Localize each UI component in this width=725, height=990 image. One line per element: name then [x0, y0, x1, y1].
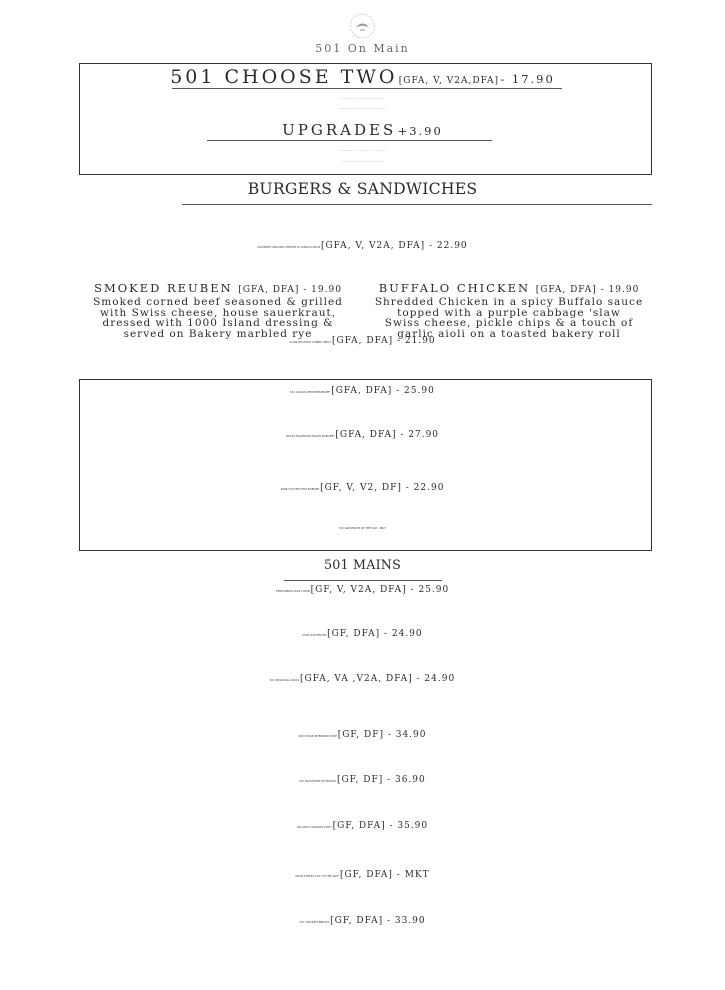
potroast-meta: [GF, DF] - 36.90: [336, 775, 426, 785]
beyond-burger-title: PARK CITY BEYOND BURGER: [280, 488, 320, 491]
grilled-cheese-heading: [0, 241, 725, 251]
salmon-title: ATLANTIC SALMON FILET: [296, 826, 332, 829]
bison-burger-desc-1: [0, 444, 725, 455]
pasta-desc-2: [0, 698, 725, 709]
steak-title: MAIN STREET CUT OF THE DAY*: [295, 875, 340, 878]
bison-burger-title: ROCKY MOUNTAIN BISON BURGER*: [285, 435, 335, 438]
angus-meta: [GFA, DFA] - 25.90: [331, 386, 435, 396]
grilled-cheese-meta: [GFA, V, V2A, DFA] - 22.90: [320, 241, 468, 251]
shepherds-pie-heading: [0, 730, 725, 740]
reuben-desc-2: with Swiss cheese, house sauerkraut,: [99, 306, 337, 319]
beyond-burger-desc-1: [0, 498, 725, 509]
pasta-desc-1: [0, 688, 725, 699]
shepherds-pie-desc-1: [0, 744, 725, 755]
potroast-heading: [0, 775, 725, 785]
choose-two-options-line-2: TOMATO BASIL CUP - NORWEGIAN CHOWDER CUP - VEGAN CHILI CUP: [338, 109, 387, 110]
grilled-cheese-title: GOURMET GRILLED CHEESE & TOMATO SOUP: [257, 246, 321, 249]
veg-dish-meta: [GF, V, V2A, DFA] - 25.90: [310, 585, 450, 595]
reuben-item: [82, 281, 354, 339]
divider: [284, 580, 442, 581]
buffalo-desc-1: Shredded Chicken in a spicy Buffalo sauce: [374, 296, 644, 308]
reuben-desc-3: dressed with 1000 Island dressing &: [102, 317, 334, 329]
chicken-meta: [GF, DFA] - 33.90: [330, 916, 426, 926]
potroast-title: 501 SIGNATURE POTROAST: [299, 780, 337, 783]
shepherds-pie-desc-2: [0, 755, 725, 766]
upgrades-heading: [0, 121, 725, 139]
divider: [172, 88, 562, 89]
choose-two-heading: [0, 66, 725, 88]
shepherds-pie-meta: [GF, DF] - 34.90: [337, 730, 427, 740]
upgrades-line-1: HALF SMOKED REUBEN - HALF TURKEY MELT - HALF 501 WEDGE SALAD: [338, 151, 387, 152]
chicken-desc-2: [0, 942, 725, 953]
chicken-dairy-note: [0, 953, 725, 964]
chicken-title: 501 CHICKEN BREAST: [299, 921, 330, 924]
fish-frites-desc-1: [0, 642, 725, 653]
upgrades-title: UPGRADES: [282, 121, 397, 139]
turkey-melt-desc-2: [0, 360, 725, 371]
angus-desc-1: [0, 400, 725, 411]
beyond-burger-heading: [0, 483, 725, 493]
salmon-desc-2: [0, 846, 725, 857]
buffalo-desc-4: garlic aioli on a toasted bakery roll: [397, 327, 621, 340]
reuben-title: SMOKED REUBEN: [94, 281, 233, 295]
divider: [207, 140, 492, 141]
sandwich-of-the-day: 501 SANDWICH OF THE DAY - MKT: [339, 527, 386, 530]
shepherds-pie-title: MOUNTAIN SHEPPARD'S PIE: [298, 735, 337, 738]
mains-section-title: 501 MAINS: [323, 557, 401, 572]
buffalo-meta: [GFA, DFA] - 19.90: [535, 285, 640, 295]
choose-two-title: 501 CHOOSE TWO: [170, 66, 398, 88]
bison-burger-desc-2: [0, 454, 725, 465]
turkey-melt-heading: [0, 336, 725, 346]
beyond-burger-desc-2: [0, 508, 725, 519]
restaurant-logo-icon: [330, 12, 395, 40]
turkey-melt-title: SLOW ROASTED TURKEY MELT: [289, 341, 332, 344]
bison-burger-heading: [0, 430, 725, 440]
buffalo-desc-2: topped with a purple cabbage 'slaw: [397, 306, 621, 319]
steak-desc-2: [0, 895, 725, 906]
reuben-desc-1: Smoked corned beef seasoned & grilled: [93, 296, 343, 308]
fish-frites-title: FISH AND FRITES: [302, 634, 327, 637]
bison-burger-desc-3: [0, 464, 725, 475]
burgers-section-title: BURGERS & SANDWICHES: [247, 179, 478, 198]
fish-frites-desc-2: [0, 653, 725, 664]
reuben-meta: [GFA, DFA] - 19.90: [238, 285, 342, 295]
buffalo-item: [364, 281, 654, 339]
veg-dish-desc-2: [0, 609, 725, 620]
buffalo-title: BUFFALO CHICKEN: [378, 281, 531, 295]
steak-desc-1: [0, 884, 725, 895]
chicken-heading: [0, 916, 725, 926]
turkey-melt-desc-1: [0, 350, 725, 361]
upgrades-price: +3.90: [397, 124, 443, 138]
veg-dish-desc-1: [0, 598, 725, 609]
salmon-heading: [0, 821, 725, 831]
angus-heading: [0, 386, 725, 396]
pasta-heading: [0, 674, 725, 684]
pasta-addons: [0, 709, 725, 720]
pasta-title: 501 SEASONAL PASTA: [269, 679, 300, 682]
grilled-cheese-desc-1: [0, 254, 725, 265]
steak-meta: [GF, DFA] - MKT: [339, 870, 430, 880]
turkey-melt-meta: [GFA, DFA] - 21.90: [332, 336, 436, 346]
veg-dish-title: VEGETARIAN DAILY DISH: [275, 590, 310, 593]
angus-desc-2: [0, 410, 725, 421]
salmon-meta: [GF, DFA] - 35.90: [332, 821, 429, 831]
upgrades-line-2: HALF BEET SALAD - BISON CHILI CUP - LOBSTER BISQUE CUP: [341, 162, 384, 163]
fish-frites-heading: [0, 629, 725, 639]
veg-dish-heading: [0, 585, 725, 595]
bison-burger-meta: [GFA, DFA] - 27.90: [335, 430, 440, 440]
fish-frites-meta: [GF, DFA] - 24.90: [327, 629, 423, 639]
reuben-desc-4: served on Bakery marbled rye: [123, 327, 313, 340]
choose-two-tags: [GFA, V, V2A,DFA]: [398, 76, 500, 86]
chicken-desc-1: [0, 931, 725, 942]
choose-two-options-line-1: HALF HOUSE SALAD - HALF CAESAR SALAD - HALF BRUSCHETTA: [340, 99, 385, 100]
divider: [182, 204, 652, 205]
potroast-desc-1: [0, 789, 725, 800]
buffalo-desc-3: Swiss cheese, pickle chips & a touch of: [384, 317, 634, 329]
steak-heading: [0, 870, 725, 880]
salmon-desc-1: [0, 835, 725, 846]
pasta-meta: [GFA, VA ,V2A, DFA] - 24.90: [300, 674, 456, 684]
beyond-burger-meta: [GF, V, V2, DF] - 22.90: [320, 483, 445, 493]
choose-two-price: - 17.90: [500, 72, 555, 86]
potroast-desc-2: [0, 800, 725, 811]
grilled-cheese-desc-2: [0, 264, 725, 275]
angus-title: 501 ANGUS CHEESEBURGER*: [290, 391, 331, 394]
brand-name: 501 On Main: [315, 42, 410, 55]
